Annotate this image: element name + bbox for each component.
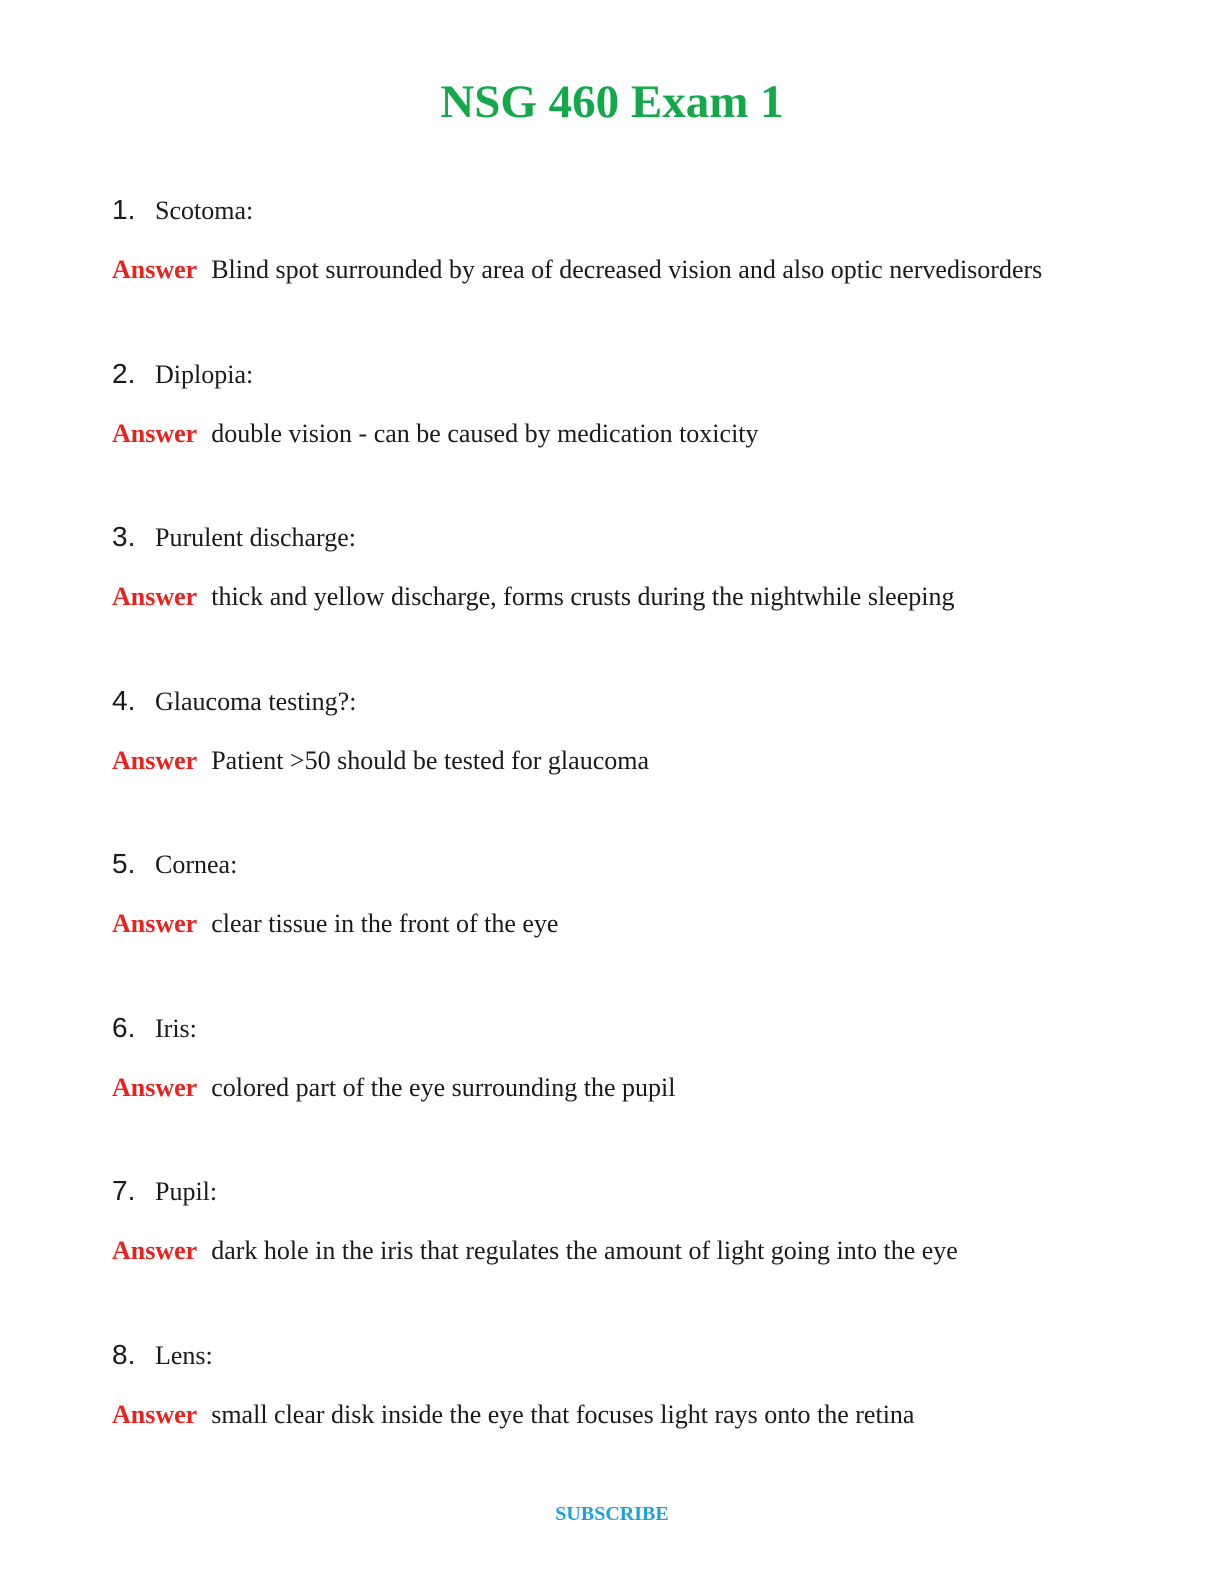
answer (112, 908, 1122, 940)
question-number: 2. (112, 357, 136, 389)
question (112, 190, 1122, 230)
answer (112, 745, 1122, 777)
subscribe-link[interactable]: SUBSCRIBE (555, 1503, 669, 1525)
answer-text: small clear disk inside the eye that focuses light rays onto the retina (211, 1399, 915, 1429)
question-number: 4. (112, 684, 136, 716)
answer-label: Answer (112, 418, 198, 448)
question-text: Pupil: (155, 1177, 218, 1206)
answer (112, 254, 1122, 286)
question-number: 8. (112, 1338, 136, 1370)
qa-item-6 (112, 1008, 1122, 1172)
question-text: Cornea: (155, 850, 238, 879)
answer-text: Blind spot surrounded by area of decreased vision and also optic nervedisorders (211, 255, 1043, 284)
answer (112, 1399, 1122, 1431)
question (112, 517, 1122, 557)
answer-text: double vision - can be caused by medication toxicity (211, 418, 759, 448)
answer-text: thick and yellow discharge, forms crusts during the nightwhile sleeping (211, 582, 955, 611)
qa-item-2 (112, 354, 1122, 518)
question-number: 7. (112, 1175, 136, 1206)
answer (112, 418, 1122, 450)
answer-label: Answer (112, 909, 198, 938)
question (112, 1171, 1122, 1211)
answer (112, 1072, 1122, 1104)
qa-item-5 (112, 844, 1122, 1008)
answer (112, 1235, 1122, 1267)
answer (112, 581, 1122, 613)
answer-label: Answer (112, 255, 198, 284)
question-text: Glaucoma testing?: (155, 686, 357, 716)
question-text: Iris: (155, 1013, 197, 1043)
question-number: 3. (112, 521, 136, 552)
answer-label: Answer (112, 1072, 198, 1102)
qa-item-1 (112, 190, 1122, 354)
qa-item-8 (112, 1335, 1122, 1499)
qa-item-3 (112, 517, 1122, 681)
page-title: NSG 460 Exam 1 (440, 76, 784, 128)
question (112, 354, 1122, 394)
qa-item-7 (112, 1171, 1122, 1335)
answer-label: Answer (112, 582, 198, 611)
qa-item-4 (112, 681, 1122, 845)
answer-text: colored part of the eye surrounding the pupil (211, 1072, 676, 1102)
question-number: 1. (112, 194, 136, 225)
question (112, 1008, 1122, 1048)
question (112, 844, 1122, 884)
question-text: Diplopia: (155, 359, 254, 389)
question-text: Purulent discharge: (155, 523, 356, 552)
question-number: 6. (112, 1011, 136, 1043)
qa-list (112, 190, 1122, 1498)
question-text: Lens: (155, 1340, 213, 1370)
question-text: Scotoma: (155, 196, 254, 225)
answer-label: Answer (112, 745, 198, 775)
question-number: 5. (112, 848, 136, 879)
question (112, 681, 1122, 721)
answer-label: Answer (112, 1236, 198, 1265)
answer-text: Patient >50 should be tested for glaucoma (211, 745, 650, 775)
answer-label: Answer (112, 1399, 198, 1429)
answer-text: dark hole in the iris that regulates the amount of light going into the eye (211, 1236, 958, 1265)
question (112, 1335, 1122, 1375)
answer-text: clear tissue in the front of the eye (211, 909, 559, 938)
